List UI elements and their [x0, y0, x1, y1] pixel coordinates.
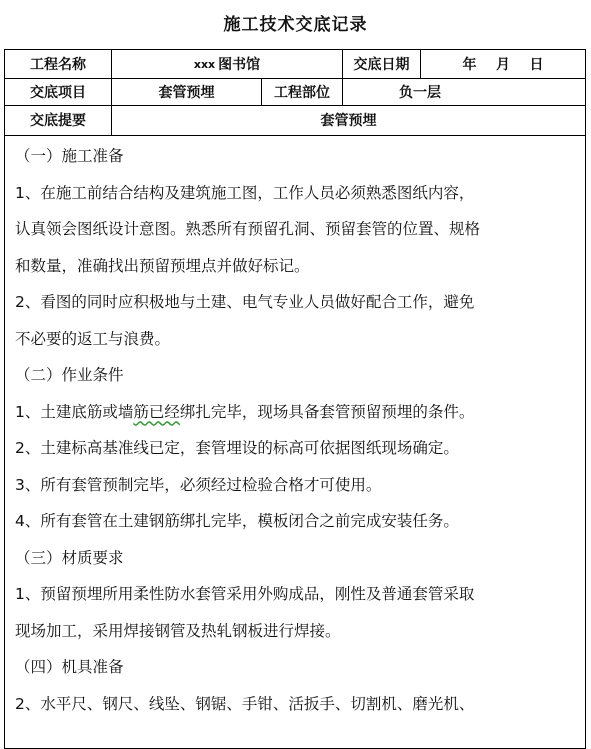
part-value: 负一层	[399, 84, 441, 101]
date-label: 交底日期	[343, 50, 421, 78]
spellcheck-underlined-text: 筋已经	[133, 402, 180, 421]
paragraph-line: 和数量，准确找出预留预埋点并做好标记。	[15, 256, 310, 275]
section-heading: （一）施工准备	[15, 147, 124, 165]
paragraph-line: 3、所有套管预制完毕，必须经过检验合格才可使用。	[15, 475, 382, 494]
header-row-3	[5, 105, 585, 136]
section-heading: （三）材质要求	[15, 548, 124, 567]
paragraph-line: 现场加工，采用焊接钢管及热轧钢板进行焊接。	[15, 621, 341, 640]
paragraph-line: 1、预留预埋所用柔性防水套管采用外购成品，刚性及普通套管采取	[15, 585, 475, 603]
project-name-text: 图书馆	[218, 57, 261, 73]
paragraph-line: 2、土建标高基准线已定，套管埋设的标高可依据图纸现场确定。	[15, 439, 459, 457]
summary-value: 套管预埋	[320, 113, 377, 129]
document-title: 施工技术交底记录	[223, 15, 368, 35]
paragraph-line: 认真领会图纸设计意图。熟悉所有预留孔洞、预留套管的位置、规格	[15, 220, 481, 238]
project-name-label: 工程名称	[5, 50, 112, 78]
section-heading: （四）机具准备	[15, 658, 124, 676]
project-name-prefix: xxx	[193, 57, 216, 71]
date-value: 年 月 日	[462, 57, 544, 73]
header-row-1	[5, 50, 585, 79]
section-heading: （二）作业条件	[15, 366, 124, 384]
disclosure-form	[4, 49, 586, 749]
paragraph-line: 不必要的返工与浪费。	[15, 329, 171, 348]
part-label: 工程部位	[262, 78, 343, 105]
paragraph-line: 4、所有套管在土建钢筋绑扎完毕，模板闭合之前完成安装任务。	[15, 512, 459, 530]
paragraph-line: 2、看图的同时应积极地与土建、电气专业人员做好配合工作，避免	[15, 293, 475, 311]
paragraph-segment: 绑扎完毕，现场具备套管预留预埋的条件。	[179, 402, 475, 421]
header-row-2	[5, 78, 585, 106]
item-value: 套管预埋	[112, 78, 262, 105]
paragraph-line: 1、在施工前结合结构及建筑施工图，工作人员必须熟悉图纸内容，	[15, 183, 475, 202]
paragraph-line: 2、水平尺、钢尺、线坠、钢锯、手钳、活扳手、切割机、磨光机、	[15, 694, 475, 713]
paragraph-segment: 1、土建底筋或墙	[15, 402, 134, 421]
summary-label: 交底提要	[5, 105, 112, 135]
paragraph-line	[15, 394, 575, 431]
item-label: 交底项目	[5, 78, 112, 105]
project-name-value	[112, 50, 343, 78]
disclosure-body	[5, 138, 585, 722]
